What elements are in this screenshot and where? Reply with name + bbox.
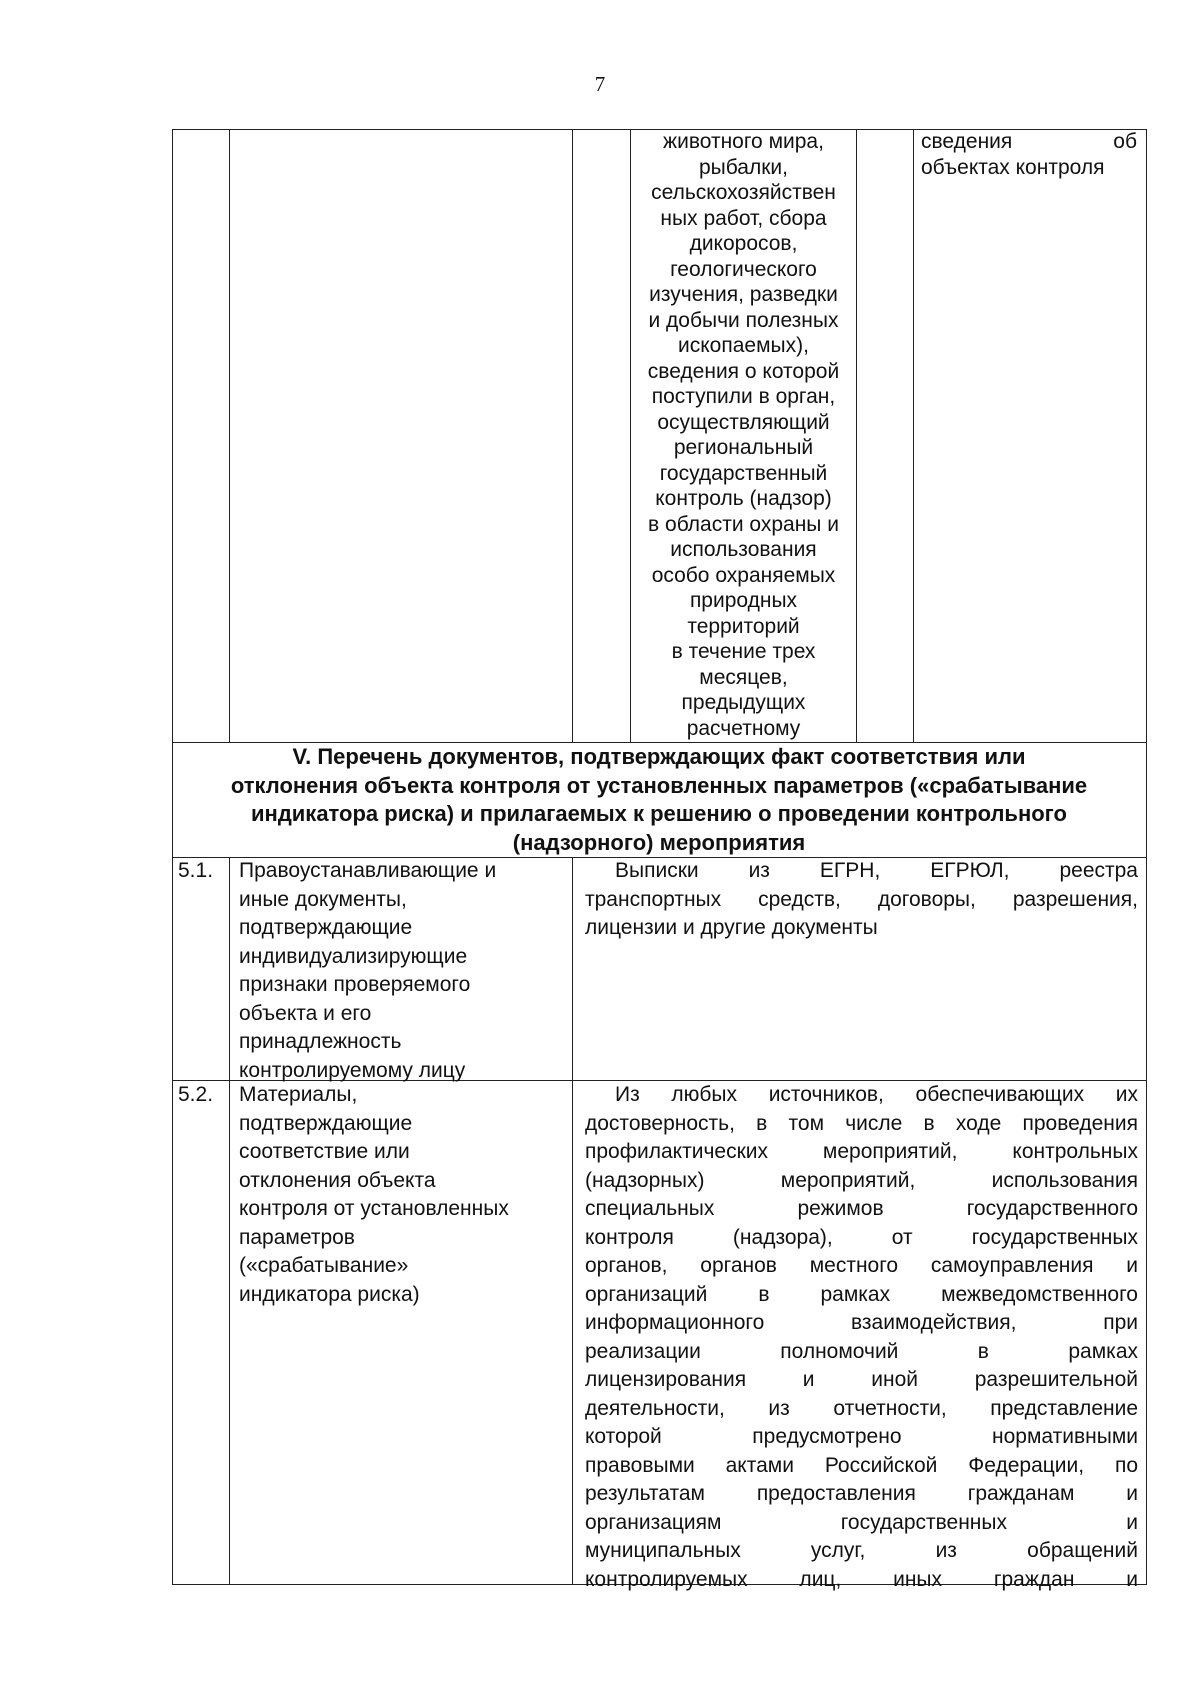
text-line: Правоустанавливающие и	[239, 859, 497, 882]
row-name-cell	[239, 857, 569, 1085]
text-line: территорий	[687, 614, 800, 638]
text-line: сведения о которой	[647, 359, 840, 383]
text-line: объекта и его	[239, 1001, 372, 1025]
text-line: организациям государственных и	[585, 1510, 1138, 1534]
col-divider	[572, 129, 573, 743]
text-line: соответствие или	[239, 1140, 410, 1163]
text-line: рыбалки,	[698, 155, 788, 179]
text-line: транспортных средств, договоры, разрешения,	[585, 887, 1138, 911]
text-line: контроля (надзора), от государственных	[585, 1225, 1138, 1249]
text-line: подтверждающие	[239, 916, 413, 939]
text-line: объектах контроля	[921, 155, 1105, 179]
text-line: государственный	[659, 461, 828, 485]
text-line: животного мира,	[663, 130, 824, 153]
text-line	[921, 129, 1137, 155]
section-heading	[172, 743, 1146, 857]
text-line: которой предусмотрено нормативными	[585, 1425, 1138, 1448]
text-line: индикатора риска)	[239, 1282, 420, 1306]
table-right-border	[1146, 129, 1147, 1585]
text-line: контролируемых лиц, иных граждан и	[585, 1567, 1138, 1591]
col-divider	[572, 857, 573, 1585]
text-line: использования	[670, 538, 817, 561]
text-word: об	[1113, 130, 1137, 153]
text-line: ных работ, сбора	[660, 206, 827, 230]
text-line: признаки проверяемого	[239, 973, 471, 996]
text-line: лицензирования и иной разрешительной	[585, 1368, 1138, 1391]
text-line: результатам предоставления гражданам и	[585, 1482, 1138, 1505]
text-line: природных	[689, 589, 798, 612]
text-line: ископаемых),	[678, 334, 809, 357]
col-divider	[229, 857, 230, 1585]
text-line: Из любых источников, обеспечивающих их	[615, 1083, 1138, 1106]
text-line: дикоросов,	[689, 232, 798, 255]
text-line: особо охраняемых	[651, 563, 836, 587]
text-line: изучения, разведки	[649, 283, 838, 306]
text-line: контроля от установленных	[239, 1197, 509, 1220]
text-line: в течение трех	[671, 640, 816, 663]
continued-right-cell	[921, 129, 1137, 180]
text-line: осуществляющий	[657, 410, 830, 434]
text-line: лицензии и другие документы	[585, 916, 878, 939]
text-line: региональный	[673, 436, 814, 459]
text-line: параметров	[239, 1225, 355, 1249]
text-line: достоверность, в том числе в ходе проведения	[585, 1111, 1138, 1135]
col-divider	[229, 129, 230, 743]
text-line: профилактических мероприятий, контрольных	[585, 1140, 1138, 1163]
heading-line: отклонения объекта контроля от установленных параметров («срабатывание	[230, 772, 1088, 798]
text-line: геологического	[670, 257, 817, 281]
row-number: 5.1.	[178, 859, 214, 882]
text-line: организаций в рамках межведомственного	[585, 1282, 1138, 1306]
text-line: специальных режимов государственного	[585, 1197, 1138, 1220]
text-line: (надзорных) мероприятий, использования	[585, 1168, 1138, 1192]
col-divider	[856, 129, 857, 743]
text-line: сельскохозяйствен	[651, 181, 836, 204]
text-line: муниципальных услуг, из обращений	[585, 1539, 1138, 1562]
row-description-cell	[585, 857, 1138, 943]
row-number: 5.2.	[178, 1083, 214, 1106]
text-line: месяцев,	[699, 665, 788, 689]
text-line: и добычи полезных	[648, 308, 839, 332]
text-line: информационного взаимодействия, при	[585, 1311, 1138, 1334]
text-line: контролируемому лицу	[239, 1058, 466, 1082]
continued-cell-text	[631, 129, 856, 741]
col-divider	[913, 129, 914, 743]
text-line: расчетному	[686, 716, 801, 740]
text-line: Выписки из ЕГРН, ЕГРЮЛ, реестра	[615, 859, 1138, 882]
text-line: поступили в орган,	[651, 385, 836, 408]
text-line: предыдущих	[681, 691, 806, 714]
text-line: правовыми актами Российской Федерации, по	[585, 1453, 1138, 1477]
text-line: принадлежность	[239, 1030, 402, 1053]
text-line: подтверждающие	[239, 1111, 413, 1135]
text-line: контроль (надзор)	[655, 487, 832, 510]
text-line: («срабатывание»	[239, 1254, 409, 1277]
text-line: иные документы,	[239, 887, 407, 911]
text-line: в области охраны и	[648, 512, 839, 536]
heading-line: индикатора риска) и прилагаемых к решению о проведении контрольного	[251, 801, 1067, 826]
row-description-cell	[585, 1081, 1138, 1594]
text-word: сведения	[921, 130, 1013, 153]
heading-line: V. Перечень документов, подтверждающих факт соответствия или	[292, 744, 1026, 769]
row-name-cell	[239, 1081, 569, 1309]
text-line: отклонения объекта	[239, 1168, 436, 1192]
page-number: 7	[594, 72, 606, 96]
table-left-border	[172, 129, 173, 1585]
text-line: реализации полномочий в рамках	[585, 1339, 1138, 1363]
text-line: органов, органов местного самоуправления и	[585, 1254, 1138, 1277]
text-line: Материалы,	[239, 1083, 358, 1106]
heading-line: (надзорного) мероприятия	[512, 829, 806, 855]
text-line: индивидуализирующие	[239, 944, 468, 968]
text-line: деятельности, из отчетности, представление	[585, 1396, 1138, 1420]
